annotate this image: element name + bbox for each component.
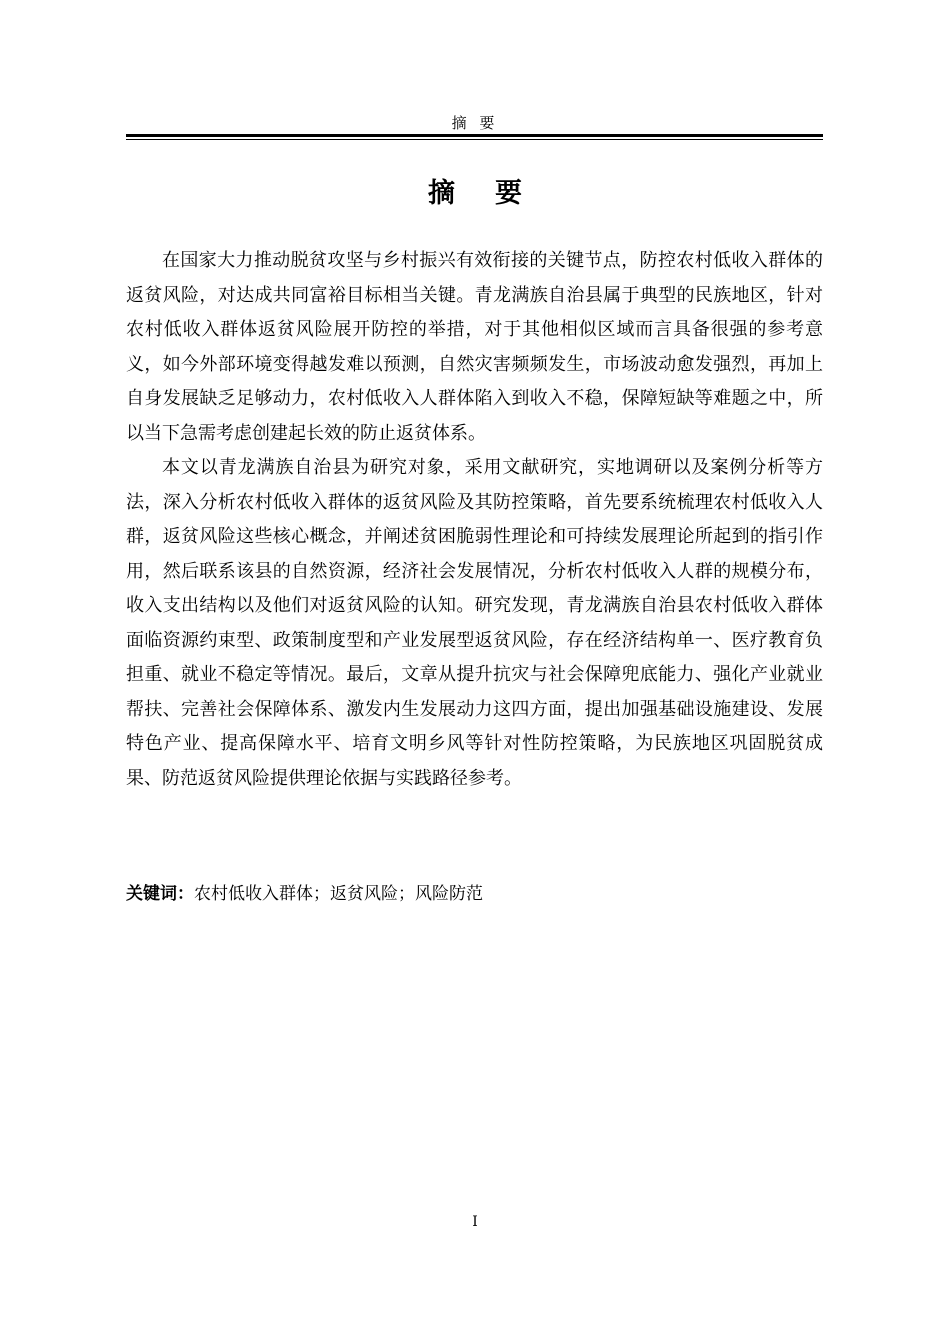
- keywords-line: [126, 879, 823, 909]
- abstract-paragraph-2: 本文以青龙满族自治县为研究对象，采用文献研究，实地调研以及案例分析等方法，深入分析农村低收入群体的返贫风险及其防控策略，首先要系统梳理农村低收入人群，返贫风险这些核心概念，并阐述贫困脆弱性理论和可持续发展理论所起到的指引作用，然后联系该县的自然资源，经济社会发展情况，分析农村低收入人群的规模分布，收入支出结构以及他们对返贫风险的认知。研究发现，青龙满族自治县农村低收入群体面临资源约束型、政策制度型和产业发展型返贫风险，存在经济结构单一、医疗教育负担重、就业不稳定等情况。最后，文章从提升抗灾与社会保障兜底能力、强化产业就业帮扶、完善社会保障体系、激发内生发展动力这四方面，提出加强基础设施建设、发展特色产业、提高保障水平、培育文明乡风等针对性防控策略，为民族地区巩固脱贫成果、防范返贫风险提供理论依据与实践路径参考。: [126, 457, 823, 789]
- header-rule-thick: [126, 134, 823, 137]
- abstract-title: 摘要: [428, 178, 562, 209]
- page-number: I: [472, 1214, 478, 1230]
- header-rule-thin: [126, 139, 823, 140]
- keywords-value: 农村低收入群体；返贫风险；风险防范: [194, 884, 483, 904]
- running-header: 摘 要: [451, 114, 499, 132]
- abstract-body: [126, 244, 823, 796]
- keywords-label: 关键词：: [126, 884, 194, 904]
- abstract-paragraph-1: 在国家大力推动脱贫攻坚与乡村振兴有效衔接的关键节点，防控农村低收入群体的返贫风险，对达成共同富裕目标相当关键。青龙满族自治县属于典型的民族地区，针对农村低收入群体返贫风险展开防控的举措，对于其他相似区域而言具备很强的参考意义，如今外部环境变得越发难以预测，自然灾害频频发生，市场波动愈发强烈，再加上自身发展缺乏足够动力，农村低收入人群体陷入到收入不稳，保障短缺等难题之中，所以当下急需考虑创建起长效的防止返贫体系。: [126, 250, 823, 444]
